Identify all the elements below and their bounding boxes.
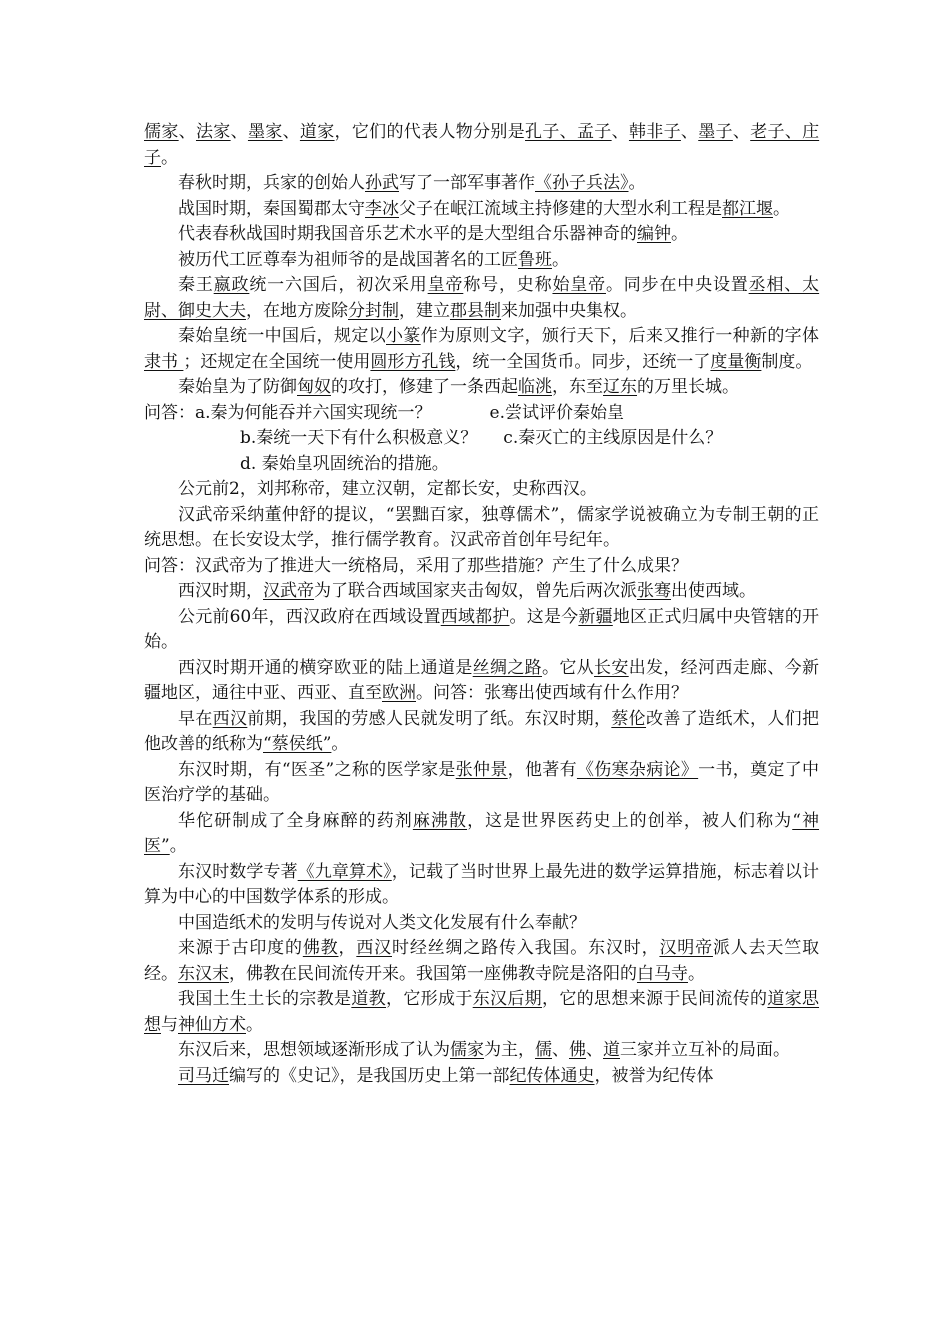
underlined-term: 张仲景 [455,759,508,780]
text-run: 。问答：张骞出使西域有什么作用？ [416,683,688,703]
text-run: 、 [680,122,699,142]
paragraph [144,987,819,1038]
underlined-term: 老子、庄子 [144,122,820,168]
paragraph [144,401,819,427]
text-run: ， [338,938,357,958]
paragraph [144,375,819,401]
underlined-term: 分封制 [348,300,399,321]
text-run: 写了一部军事著作 [399,173,535,193]
paragraph [144,758,819,809]
underlined-term: 儒家 [450,1040,484,1060]
text-run: 。 [628,173,646,193]
text-run: 。 [671,224,688,244]
text-run: ；还规定在全国统一使用 [183,351,371,372]
text-run: 。它从 [542,657,595,678]
text-run: 西汉时期， [178,581,263,601]
underlined-term: 圆形方孔钱 [370,351,456,372]
underlined-term: 道家思想 [144,989,820,1035]
text-run: 一书，奠定了中医治疗学的基础。 [144,759,820,805]
underlined-term: 司马迁 [178,1065,229,1086]
text-run: 汉武帝采纳董仲舒的提议，“罢黜百家，独尊儒术”，儒家学说被确立为专制王朝的正统思想。在长安设太学，推行儒学教育。汉武帝首创年号纪年。 [144,504,819,550]
text-run: 。 [161,147,178,168]
underlined-term: 汉明帝 [659,938,713,958]
text-run: 制度。 [761,351,813,372]
paragraph [144,171,819,197]
text-run: 春秋时期，兵家的创始人 [178,173,365,193]
underlined-term: 辽东 [603,377,637,397]
text-run: 。 [688,963,705,984]
text-run: 、 [230,122,248,142]
text-run: 、 [586,1040,603,1060]
text-run: 出发，经河西走廊、今新疆地区，通往中亚、西亚、直至 [144,657,820,703]
text-run: 问答：a.秦为何能吞并六国实现统一？ [144,402,432,423]
underlined-term: 东汉后期 [472,989,543,1009]
text-run: 东汉时期，有“医圣”之称的医学家是 [178,759,456,780]
text-run: 。这是今 [509,606,579,627]
text-run: 、 [732,122,751,142]
underlined-term: 《孙子兵法》 [535,173,629,193]
paragraph [144,860,819,911]
underlined-term: 郡县制 [450,300,501,321]
text-run: 为主， [484,1040,535,1060]
text-run: 派人去天竺取经。 [144,938,820,984]
underlined-term: 神仙方术 [178,1014,246,1035]
text-run: 、 [178,122,196,142]
paragraph [144,197,819,223]
text-run: 、 [611,122,629,142]
underlined-term: 匈奴 [297,377,331,397]
text-run: e.尝试评价秦始皇 [489,402,625,423]
underlined-term: 道教 [351,989,387,1009]
underlined-term: 纪传体通史 [509,1065,595,1086]
text-run: 秦始皇统一中国后，规定以 [178,326,386,346]
text-run: ，这是世界医药史上的创举，被人们称为 [467,810,793,831]
underlined-term: 麻沸散 [412,810,468,831]
underlined-term: 法家 [195,122,231,142]
text-run: 出使西域。 [671,581,756,601]
underlined-term: 隶书 [144,351,184,372]
underlined-term: 长安 [594,657,629,678]
text-run: 。 [331,734,349,754]
text-run: 公元前2，刘邦称帝，建立汉朝，定都长安，史称西汉。 [178,479,597,499]
underlined-term: 始皇帝 [552,275,606,295]
text-run: 。同步在中央设置 [605,275,749,295]
paragraph [144,1038,819,1064]
paragraph [144,936,819,987]
underlined-term: 孙武 [365,173,399,193]
text-run: d. 秦始皇巩固统治的措施。 [240,453,449,474]
underlined-term: 墨家 [247,122,283,142]
text-run: ，在地方废除 [246,300,348,321]
text-run: 来加强中央集权。 [501,300,637,321]
text-run: 早在 [178,708,213,729]
underlined-term: 墨子 [698,122,733,142]
underlined-term: “神医” [144,810,820,856]
text-run: 华佗研制成了全身麻醉的药剂 [178,810,413,831]
text-run: 与 [161,1014,178,1035]
text-run: c.秦灭亡的主线原因是什么？ [503,428,723,448]
text-run: ，它的思想来源于民间流传的 [542,989,768,1009]
text-run: 代表春秋战国时期我国音乐艺术水平的是大型组合乐器神奇的 [178,224,637,244]
paragraph [144,477,819,503]
text-run: 为了联合西域国家夹击匈奴，曾先后两次派 [314,581,637,601]
underlined-term: 佛 [569,1040,586,1060]
underlined-term: 《伤寒杂病论》 [576,759,699,780]
text-run: 。 [773,198,790,219]
text-run: ，统一全国货币。同步，还统一了 [455,351,711,372]
text-run: 地区正式归属中央管辖的开始。 [144,606,820,652]
paragraph [144,605,819,656]
paragraph [144,426,819,452]
underlined-term: 东汉末 [178,963,229,984]
text-run: 被历代工匠尊奉为祖师爷的是战国著名的工匠 [178,249,518,270]
text-run: ，它们的代表人物分别是 [334,122,526,142]
underlined-term: 临洮 [518,377,552,397]
underlined-term: 《九章算术》 [297,861,392,882]
underlined-term: 西汉 [212,708,248,729]
underlined-term: 嬴政 [213,275,250,295]
paragraph [144,707,819,758]
document-page [144,120,819,1089]
text-run: ，建立 [399,300,450,321]
paragraph [144,222,819,248]
paragraph [144,273,819,324]
underlined-term: 都江堰 [722,198,773,219]
underlined-term: 道 [603,1040,620,1060]
underlined-term: 丝绸之路 [472,657,543,678]
underlined-term: 西汉 [356,938,392,958]
paragraph [144,579,819,605]
text-run: 三家并立互补的局面。 [620,1040,790,1060]
paragraph [144,120,819,171]
paragraph [144,248,819,274]
text-run: ，佛教在民间流传开来。我国第一座佛教寺院是洛阳的 [229,963,637,984]
text-run: 来源于古印度的 [178,938,303,958]
text-run: ，他著有 [507,759,577,780]
underlined-term: 白马寺 [637,963,688,984]
text-run: 、 [552,1040,569,1060]
paragraph [144,911,819,937]
underlined-term: 度量衡 [710,351,762,372]
paragraph [144,809,819,860]
text-run: 前期，我国的劳感人民就发明了纸。东汉时期， [247,708,612,729]
text-run: 。 [246,1014,263,1035]
underlined-term: 蔡伦 [611,708,647,729]
text-run: 编写的《史记》，是我国历史上第一部 [229,1065,510,1086]
text-run: 、 [282,122,300,142]
underlined-term: 道家 [299,122,335,142]
underlined-term: “蔡侯纸” [263,734,332,754]
text-run: ，东至 [552,377,603,397]
text-run: 父子在岷江流域主持修建的大型水利工程是 [399,198,722,219]
underlined-term: 韩非子 [628,122,681,142]
text-run: 时经丝绸之路传入我国。东汉时， [392,938,660,958]
text-run: 问答：汉武帝为了推进大一统格局，采用了那些措施？产生了什么成果？ [144,555,688,576]
text-run: 统一六国后，初次采用 [249,275,428,295]
text-run: 作为原则文字，颁行天下，后来又推行一种新的字体 [420,326,820,346]
paragraph [144,554,819,580]
text-run: 我国土生土长的宗教是 [178,989,352,1009]
underlined-term: 丞相、太尉、御史大夫 [144,275,820,321]
text-run: 中国造纸术的发明与传说对人类文化发展有什么奉献？ [178,912,586,933]
text-run: 改善了造纸术，人们把他改善的纸称为 [144,708,820,754]
underlined-term: 汉武帝 [263,581,314,601]
underlined-term: 欧洲 [382,683,416,703]
underlined-term: 儒家 [144,122,179,142]
paragraph [144,503,819,554]
underlined-term: 李冰 [365,198,399,219]
text-run: 称号，史称 [463,275,553,295]
underlined-term: 编钟 [637,224,671,244]
text-run: ，被誉为纪传体 [594,1065,714,1086]
underlined-term: 孔子、孟子 [525,122,612,142]
underlined-term: 小篆 [386,326,421,346]
paragraph [144,1064,819,1090]
text-run: 秦王 [178,275,214,295]
paragraph [144,656,819,707]
text-run: ，记载了当时世界上最先进的数学运算措施，标志着以计算为中心的中国数学体系的形成。 [144,861,820,907]
underlined-term: 张骞 [637,581,671,601]
underlined-term: 佛教 [302,938,339,958]
text-run: 公元前60年，西汉政府在西域设置 [178,606,441,627]
text-run: 。 [552,249,569,270]
text-run: 战国时期，秦国蜀郡太守 [178,198,365,219]
paragraph [144,452,819,478]
text-run: 的万里长城。 [637,377,739,397]
text-run: 秦始皇为了防御 [178,377,297,397]
text-run: ，它形成于 [386,989,473,1009]
paragraph [144,324,819,375]
text-run: 东汉时数学专著 [178,861,298,882]
underlined-term: 西域都护 [440,606,510,627]
underlined-term: 新疆 [578,606,613,627]
text-run: b.秦统一天下有什么积极意义？ [240,428,478,448]
text-run: 的攻打，修建了一条西起 [331,377,518,397]
underlined-term: 鲁班 [518,249,552,270]
text-run: 。 [169,836,187,856]
underlined-term: 儒 [535,1040,552,1060]
underlined-term: 皇帝 [427,275,464,295]
text-run: 西汉时期开通的横穿欧亚的陆上通道是 [178,657,473,678]
text-run: 东汉后来，思想领域逐渐形成了认为 [178,1040,450,1060]
